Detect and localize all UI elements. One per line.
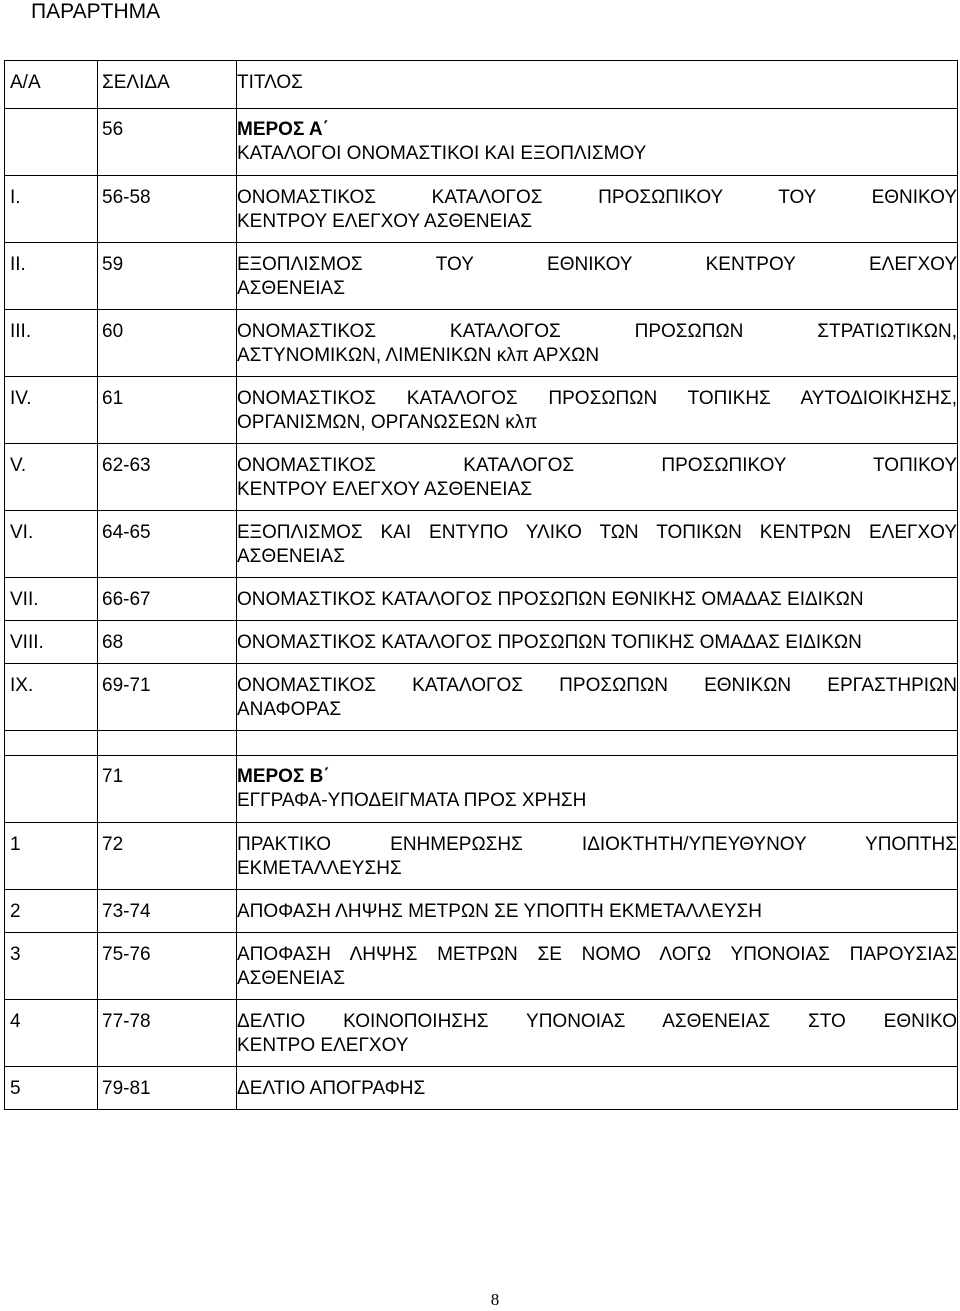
entry-page: 61 <box>98 377 237 444</box>
entry-title-line2: ΕΚΜΕΤΑΛΛΕΥΣΗΣ <box>237 858 402 879</box>
spacer-row <box>5 731 958 756</box>
part-b-entry-row <box>5 1000 958 1067</box>
entry-title-line2: ΟΡΓΑΝΙΣΜΩΝ, ΟΡΓΑΝΩΣΕΩΝ κλπ <box>237 412 538 433</box>
entry-number: 5 <box>5 1067 98 1110</box>
entry-page: 56-58 <box>98 176 237 243</box>
entry-title-line1: ΑΠΟΦΑΣΗ ΛΗΨΗΣ ΜΕΤΡΩΝ ΣΕ ΥΠΟΠΤΗ ΕΚΜΕΤΑΛΛΕΥΣΗ <box>237 901 762 922</box>
entry-title-line1: ΟΝΟΜΑΣΤΙΚΟΣ ΚΑΤΑΛΟΓΟΣ ΠΡΟΣΩΠΙΚΟΥ ΤΟΠΙΚΟΥ <box>237 455 957 476</box>
entry-page: 73-74 <box>98 890 237 933</box>
entry-page: 69-71 <box>98 664 237 731</box>
part-a-entries <box>5 176 958 731</box>
entry-page: 72 <box>98 823 237 890</box>
entry-title-cell <box>237 664 958 731</box>
entry-number: IX. <box>5 664 98 731</box>
part-a-subtitle: ΚΑΤΑΛΟΓΟΙ ΟΝΟΜΑΣΤΙΚΟΙ ΚΑΙ ΕΞΟΠΛΙΣΜΟΥ <box>237 143 647 164</box>
part-a-entry-row <box>5 377 958 444</box>
part-a-entry-row <box>5 621 958 664</box>
page-number: 8 <box>490 1290 500 1309</box>
part-b-entry-row <box>5 1067 958 1110</box>
part-b-entry-row <box>5 933 958 1000</box>
entry-title-line1: ΟΝΟΜΑΣΤΙΚΟΣ ΚΑΤΑΛΟΓΟΣ ΠΡΟΣΩΠΙΚΟΥ ΤΟΥ ΕΘΝΙΚΟΥ <box>237 187 957 208</box>
entry-page: 59 <box>98 243 237 310</box>
entry-number: IV. <box>5 377 98 444</box>
entry-number: I. <box>5 176 98 243</box>
entry-title-line1: ΕΞΟΠΛΙΣΜΟΣ ΤΟΥ ΕΘΝΙΚΟΥ ΚΕΝΤΡΟΥ ΕΛΕΓΧΟΥ <box>237 254 957 275</box>
entry-title-line1: ΟΝΟΜΑΣΤΙΚΟΣ ΚΑΤΑΛΟΓΟΣ ΠΡΟΣΩΠΩΝ ΤΟΠΙΚΗΣ ΟΜΑΔΑΣ ΕΙΔΙΚΩΝ <box>237 632 862 653</box>
page-heading: ΠΑΡΑΡΤΗΜΑ <box>31 0 161 23</box>
part-b-subtitle: ΕΓΓΡΑΦΑ-ΥΠΟΔΕΙΓΜΑΤΑ ΠΡΟΣ ΧΡΗΣΗ <box>237 790 587 811</box>
entry-title-cell <box>237 1000 958 1067</box>
entry-number: 4 <box>5 1000 98 1067</box>
header-page: ΣΕΛΙΔΑ <box>102 72 170 93</box>
entry-number: VIII. <box>5 621 98 664</box>
part-b-aa-cell <box>5 756 98 823</box>
part-a-entry-row <box>5 310 958 377</box>
spacer-cell <box>237 731 958 756</box>
entry-number: III. <box>5 310 98 377</box>
header-title: ΤΙΤΛΟΣ <box>237 72 303 93</box>
part-a-entry-row <box>5 444 958 511</box>
part-b-entries <box>5 823 958 1110</box>
entry-number: VII. <box>5 578 98 621</box>
part-a-title-cell <box>237 109 958 176</box>
entry-title-line1: ΟΝΟΜΑΣΤΙΚΟΣ ΚΑΤΑΛΟΓΟΣ ΠΡΟΣΩΠΩΝ ΕΘΝΙΚΩΝ ΕΡΓΑΣΤΗΡΙΩΝ <box>237 675 957 696</box>
entry-title-line1: ΟΝΟΜΑΣΤΙΚΟΣ ΚΑΤΑΛΟΓΟΣ ΠΡΟΣΩΠΩΝ ΣΤΡΑΤΙΩΤΙΚΩΝ, <box>237 321 957 342</box>
entry-title-cell <box>237 176 958 243</box>
entry-title-cell <box>237 1067 958 1110</box>
part-b-section <box>5 731 958 823</box>
part-a-row <box>5 109 958 176</box>
index-body <box>5 61 958 176</box>
part-a-entry-row <box>5 664 958 731</box>
entry-title-cell <box>237 444 958 511</box>
entry-title-line2: ΚΕΝΤΡΟΥ ΕΛΕΓΧΟΥ ΑΣΘΕΝΕΙΑΣ <box>237 479 532 500</box>
entry-title-cell <box>237 890 958 933</box>
header-page-cell <box>98 61 237 109</box>
entry-title-line2: ΑΣΘΕΝΕΙΑΣ <box>237 546 345 567</box>
entry-page: 62-63 <box>98 444 237 511</box>
part-b-page-cell <box>98 756 237 823</box>
header-row <box>5 61 958 109</box>
entry-title-cell <box>237 377 958 444</box>
header-aa-cell <box>5 61 98 109</box>
entry-title-cell <box>237 310 958 377</box>
entry-title-line1: ΕΞΟΠΛΙΣΜΟΣ ΚΑΙ ΕΝΤΥΠΟ ΥΛΙΚΟ ΤΩΝ ΤΟΠΙΚΩΝ ΚΕΝΤΡΩΝ ΕΛΕΓΧΟΥ <box>237 522 957 543</box>
entry-page: 64-65 <box>98 511 237 578</box>
part-a-entry-row <box>5 578 958 621</box>
entry-title-cell <box>237 243 958 310</box>
entry-title-line2: ΑΣΘΕΝΕΙΑΣ <box>237 278 345 299</box>
part-b-page: 71 <box>102 766 124 787</box>
entry-title-line1: ΑΠΟΦΑΣΗ ΛΗΨΗΣ ΜΕΤΡΩΝ ΣΕ ΝΟΜΟ ΛΟΓΩ ΥΠΟΝΟΙΑΣ ΠΑΡΟΥΣΙΑΣ <box>237 944 957 965</box>
entry-title-cell <box>237 933 958 1000</box>
header-title-cell <box>237 61 958 109</box>
part-b-entry-row <box>5 890 958 933</box>
entry-page: 68 <box>98 621 237 664</box>
entry-number: V. <box>5 444 98 511</box>
entry-page: 77-78 <box>98 1000 237 1067</box>
spacer-cell <box>5 731 98 756</box>
entry-title-line1: ΔΕΛΤΙΟ ΑΠΟΓΡΑΦΗΣ <box>237 1078 426 1099</box>
annex-index-table <box>4 60 958 1110</box>
spacer-cell <box>98 731 237 756</box>
entry-title-line2: ΑΣΤΥΝΟΜΙΚΩΝ, ΛΙΜΕΝΙΚΩΝ κλπ ΑΡΧΩΝ <box>237 345 600 366</box>
entry-title-line1: ΠΡΑΚΤΙΚΟ ΕΝΗΜΕΡΩΣΗΣ ΙΔΙΟΚΤΗΤΗ/ΥΠΕΥΘΥΝΟΥ ΥΠΟΠΤΗΣ <box>237 834 957 855</box>
part-a-aa-cell <box>5 109 98 176</box>
entry-number: 2 <box>5 890 98 933</box>
entry-page: 79-81 <box>98 1067 237 1110</box>
entry-title-line1: ΔΕΛΤΙΟ ΚΟΙΝΟΠΟΙΗΣΗΣ ΥΠΟΝΟΙΑΣ ΑΣΘΕΝΕΙΑΣ ΣΤΟ ΕΘΝΙΚΟ <box>237 1011 957 1032</box>
entry-title-cell <box>237 621 958 664</box>
entry-title-cell <box>237 511 958 578</box>
entry-title-line2: ΑΝΑΦΟΡΑΣ <box>237 699 342 720</box>
entry-title-line2: ΑΣΘΕΝΕΙΑΣ <box>237 968 345 989</box>
part-b-title: ΜΕΡΟΣ Β΄ <box>237 766 330 787</box>
entry-number: 1 <box>5 823 98 890</box>
entry-title-cell <box>237 578 958 621</box>
header-aa: Α/Α <box>10 72 41 93</box>
entry-page: 66-67 <box>98 578 237 621</box>
entry-page: 60 <box>98 310 237 377</box>
part-a-title: ΜΕΡΟΣ Α΄ <box>237 119 329 140</box>
entry-number: II. <box>5 243 98 310</box>
entry-title-cell <box>237 823 958 890</box>
entry-title-line2: ΚΕΝΤΡΟ ΕΛΕΓΧΟΥ <box>237 1035 409 1056</box>
entry-title-line2: ΚΕΝΤΡΟΥ ΕΛΕΓΧΟΥ ΑΣΘΕΝΕΙΑΣ <box>237 211 532 232</box>
part-a-entry-row <box>5 243 958 310</box>
entry-number: 3 <box>5 933 98 1000</box>
part-a-entry-row <box>5 511 958 578</box>
entry-page: 75-76 <box>98 933 237 1000</box>
part-b-row <box>5 756 958 823</box>
entry-number: VI. <box>5 511 98 578</box>
part-a-page-cell <box>98 109 237 176</box>
entry-title-line1: ΟΝΟΜΑΣΤΙΚΟΣ ΚΑΤΑΛΟΓΟΣ ΠΡΟΣΩΠΩΝ ΕΘΝΙΚΗΣ ΟΜΑΔΑΣ ΕΙΔΙΚΩΝ <box>237 589 864 610</box>
part-a-entry-row <box>5 176 958 243</box>
part-b-entry-row <box>5 823 958 890</box>
part-a-page: 56 <box>102 119 124 140</box>
entry-title-line1: ΟΝΟΜΑΣΤΙΚΟΣ ΚΑΤΑΛΟΓΟΣ ΠΡΟΣΩΠΩΝ ΤΟΠΙΚΗΣ ΑΥΤΟΔΙΟΙΚΗΣΗΣ, <box>237 388 957 409</box>
part-b-title-cell <box>237 756 958 823</box>
